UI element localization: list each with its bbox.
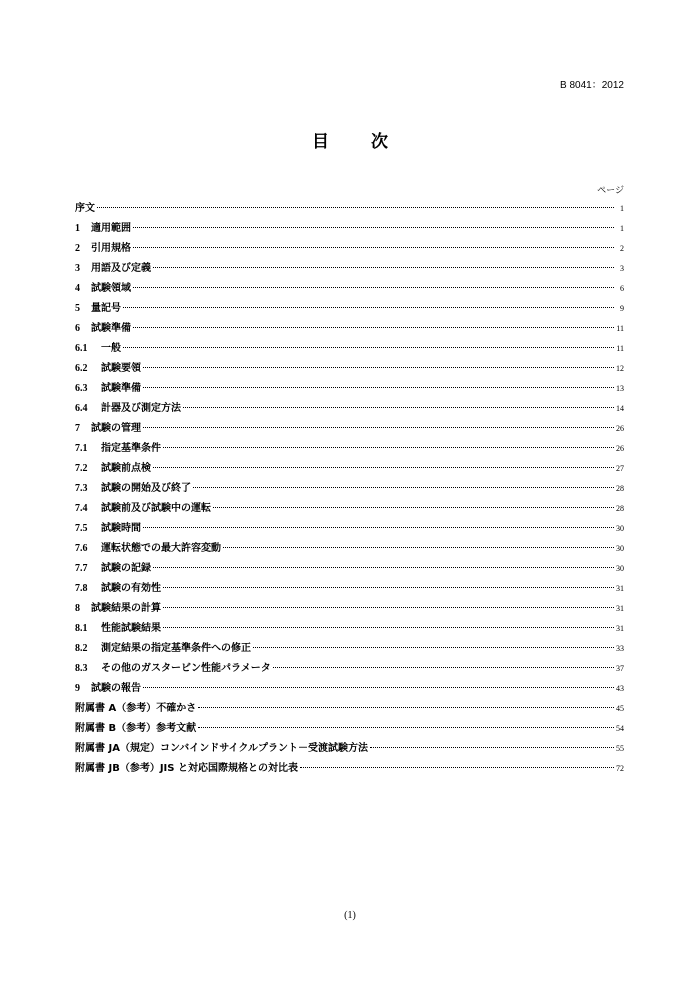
dot-leader xyxy=(193,487,614,488)
toc-entry-page: 72 xyxy=(616,764,624,773)
toc-entry-page: 31 xyxy=(616,584,624,593)
dot-leader xyxy=(143,687,614,688)
toc-entry-page: 1 xyxy=(620,204,624,213)
toc-entry[interactable] xyxy=(75,499,624,519)
toc-entry-title: 序文 xyxy=(75,203,95,214)
toc-entry-number: 7.5 xyxy=(75,523,88,534)
page-title: 目 次 xyxy=(312,132,406,152)
toc-entry-page: 30 xyxy=(616,564,624,573)
toc-entry[interactable] xyxy=(75,299,624,319)
toc-entry[interactable] xyxy=(75,739,624,759)
toc-entry-page: 9 xyxy=(620,304,624,313)
dot-leader xyxy=(163,627,614,628)
toc-entry-title: 試験の報告 xyxy=(91,683,141,694)
toc-entry-page: 30 xyxy=(616,544,624,553)
toc-entry-title: 試験の記録 xyxy=(101,563,151,574)
toc-entry-title: 引用規格 xyxy=(91,243,131,254)
dot-leader xyxy=(273,667,614,668)
toc-entry-number: 8 xyxy=(75,603,80,614)
toc-entry-page: 14 xyxy=(616,404,624,413)
toc-entry-page: 1 xyxy=(620,224,624,233)
dot-leader xyxy=(183,407,614,408)
dot-leader xyxy=(198,707,614,708)
toc-entry-title: 試験の開始及び終了 xyxy=(101,483,191,494)
document-code: B 8041：2012 xyxy=(560,80,624,91)
toc-entry-number: 7.6 xyxy=(75,543,88,554)
dot-leader xyxy=(97,207,614,208)
toc-entry-number: 6.4 xyxy=(75,403,88,414)
toc-entry-title: 計器及び測定方法 xyxy=(101,403,181,414)
toc-entry-page: 13 xyxy=(616,384,624,393)
toc-entry-number: 1 xyxy=(75,223,80,234)
toc-entry-title: 試験準備 xyxy=(101,383,141,394)
dot-leader xyxy=(370,747,614,748)
dot-leader xyxy=(133,247,614,248)
toc-entry[interactable] xyxy=(75,279,624,299)
toc-entry-page: 30 xyxy=(616,524,624,533)
toc-entry-number: 6 xyxy=(75,323,80,334)
toc-entry[interactable] xyxy=(75,539,624,559)
toc-entry[interactable] xyxy=(75,379,624,399)
dot-leader xyxy=(300,767,614,768)
toc-entry-number: 6.1 xyxy=(75,343,88,354)
toc-entry[interactable] xyxy=(75,479,624,499)
dot-leader xyxy=(133,227,614,228)
toc-entry-page: 31 xyxy=(616,604,624,613)
toc-entry-title: 試験要領 xyxy=(101,363,141,374)
toc-entry[interactable] xyxy=(75,579,624,599)
toc-entry[interactable] xyxy=(75,199,624,219)
toc-entry[interactable] xyxy=(75,679,624,699)
toc-entry[interactable] xyxy=(75,619,624,639)
toc-entry[interactable] xyxy=(75,439,624,459)
dot-leader xyxy=(123,347,614,348)
toc-entry-title: その他のガスタービン性能パラメータ xyxy=(101,663,271,674)
toc-entry-title: 量記号 xyxy=(91,303,121,314)
dot-leader xyxy=(163,587,614,588)
toc-entry-title: 用語及び定義 xyxy=(91,263,151,274)
toc-entry-page: 31 xyxy=(616,624,624,633)
toc-entry-number: 8.2 xyxy=(75,643,88,654)
toc-entry[interactable] xyxy=(75,419,624,439)
toc-entry-number: 5 xyxy=(75,303,80,314)
dot-leader xyxy=(253,647,614,648)
toc-entry-title: 試験の有効性 xyxy=(101,583,161,594)
dot-leader xyxy=(213,507,614,508)
toc-entry-title: 適用範囲 xyxy=(91,223,131,234)
toc-entry-number: 7.7 xyxy=(75,563,88,574)
toc-entry-page: 2 xyxy=(620,244,624,253)
toc-entry-page: 54 xyxy=(616,724,624,733)
toc-entry[interactable] xyxy=(75,519,624,539)
toc-entry-number: 3 xyxy=(75,263,80,274)
dot-leader xyxy=(163,607,614,608)
page-number-footer: (1) xyxy=(344,910,356,921)
toc-entry-page: 3 xyxy=(620,264,624,273)
toc-entry-page: 43 xyxy=(616,684,624,693)
dot-leader xyxy=(133,327,614,328)
toc-entry-number: 6.2 xyxy=(75,363,88,374)
toc-entry-number: 7.4 xyxy=(75,503,88,514)
toc-entry[interactable] xyxy=(75,759,624,779)
table-of-contents xyxy=(75,199,624,779)
toc-entry-number: 7 xyxy=(75,423,80,434)
toc-entry-number: 7.3 xyxy=(75,483,88,494)
toc-entry-page: 26 xyxy=(616,424,624,433)
dot-leader xyxy=(198,727,614,728)
dot-leader xyxy=(153,567,614,568)
toc-entry-title: 試験結果の計算 xyxy=(91,603,161,614)
toc-entry[interactable] xyxy=(75,259,624,279)
dot-leader xyxy=(133,287,614,288)
toc-entry[interactable] xyxy=(75,659,624,679)
toc-entry-number: 7.1 xyxy=(75,443,88,454)
toc-entry-title: 附属書 JB（参考）JIS と対応国際規格との対比表 xyxy=(75,763,298,774)
page-column-label: ページ xyxy=(597,186,624,196)
toc-entry-number: 8.3 xyxy=(75,663,88,674)
toc-entry-title: 附属書 B（参考）参考文献 xyxy=(75,723,197,734)
toc-entry-page: 28 xyxy=(616,484,624,493)
toc-entry-title: 測定結果の指定基準条件への修正 xyxy=(101,643,251,654)
toc-entry-page: 11 xyxy=(616,344,624,353)
toc-entry[interactable] xyxy=(75,559,624,579)
toc-entry[interactable] xyxy=(75,239,624,259)
toc-entry-page: 27 xyxy=(616,464,624,473)
dot-leader xyxy=(153,467,614,468)
toc-entry-number: 7.8 xyxy=(75,583,88,594)
toc-entry-number: 6.3 xyxy=(75,383,88,394)
toc-entry-number: 2 xyxy=(75,243,80,254)
dot-leader xyxy=(223,547,614,548)
toc-entry-page: 26 xyxy=(616,444,624,453)
dot-leader xyxy=(143,387,614,388)
dot-leader xyxy=(123,307,614,308)
toc-entry-title: 性能試験結果 xyxy=(101,623,161,634)
toc-entry[interactable] xyxy=(75,719,624,739)
toc-entry-page: 28 xyxy=(616,504,624,513)
toc-entry-page: 12 xyxy=(616,364,624,373)
toc-entry-title: 運転状態での最大許容変動 xyxy=(101,543,221,554)
toc-entry-title: 試験前及び試験中の運転 xyxy=(101,503,211,514)
toc-entry[interactable] xyxy=(75,459,624,479)
toc-entry-number: 4 xyxy=(75,283,80,294)
toc-entry[interactable] xyxy=(75,219,624,239)
toc-entry-number: 8.1 xyxy=(75,623,88,634)
toc-entry-page: 33 xyxy=(616,644,624,653)
toc-entry[interactable] xyxy=(75,339,624,359)
toc-entry-number: 7.2 xyxy=(75,463,88,474)
toc-entry[interactable] xyxy=(75,399,624,419)
toc-entry-title: 試験前点検 xyxy=(101,463,151,474)
toc-entry-title: 附属書 A（参考）不確かさ xyxy=(75,703,197,714)
toc-entry-page: 11 xyxy=(616,324,624,333)
toc-entry-title: 試験時間 xyxy=(101,523,141,534)
dot-leader xyxy=(143,527,614,528)
toc-entry-title: 試験準備 xyxy=(91,323,131,334)
toc-entry-title: 試験の管理 xyxy=(91,423,141,434)
toc-entry-title: 指定基準条件 xyxy=(101,443,161,454)
dot-leader xyxy=(163,447,614,448)
toc-entry-page: 45 xyxy=(616,704,624,713)
dot-leader xyxy=(143,427,614,428)
toc-entry[interactable] xyxy=(75,699,624,719)
toc-entry[interactable] xyxy=(75,319,624,339)
toc-entry-page: 6 xyxy=(620,284,624,293)
toc-entry-page: 55 xyxy=(616,744,624,753)
dot-leader xyxy=(143,367,614,368)
toc-entry-title: 一般 xyxy=(101,343,121,354)
toc-entry[interactable] xyxy=(75,639,624,659)
toc-entry-page: 37 xyxy=(616,664,624,673)
dot-leader xyxy=(153,267,614,268)
toc-entry[interactable] xyxy=(75,359,624,379)
toc-entry-title: 試験領域 xyxy=(91,283,131,294)
toc-entry[interactable] xyxy=(75,599,624,619)
toc-entry-number: 9 xyxy=(75,683,80,694)
toc-entry-title: 附属書 JA（規定）コンバインドサイクルプラント－受渡試験方法 xyxy=(75,743,369,754)
